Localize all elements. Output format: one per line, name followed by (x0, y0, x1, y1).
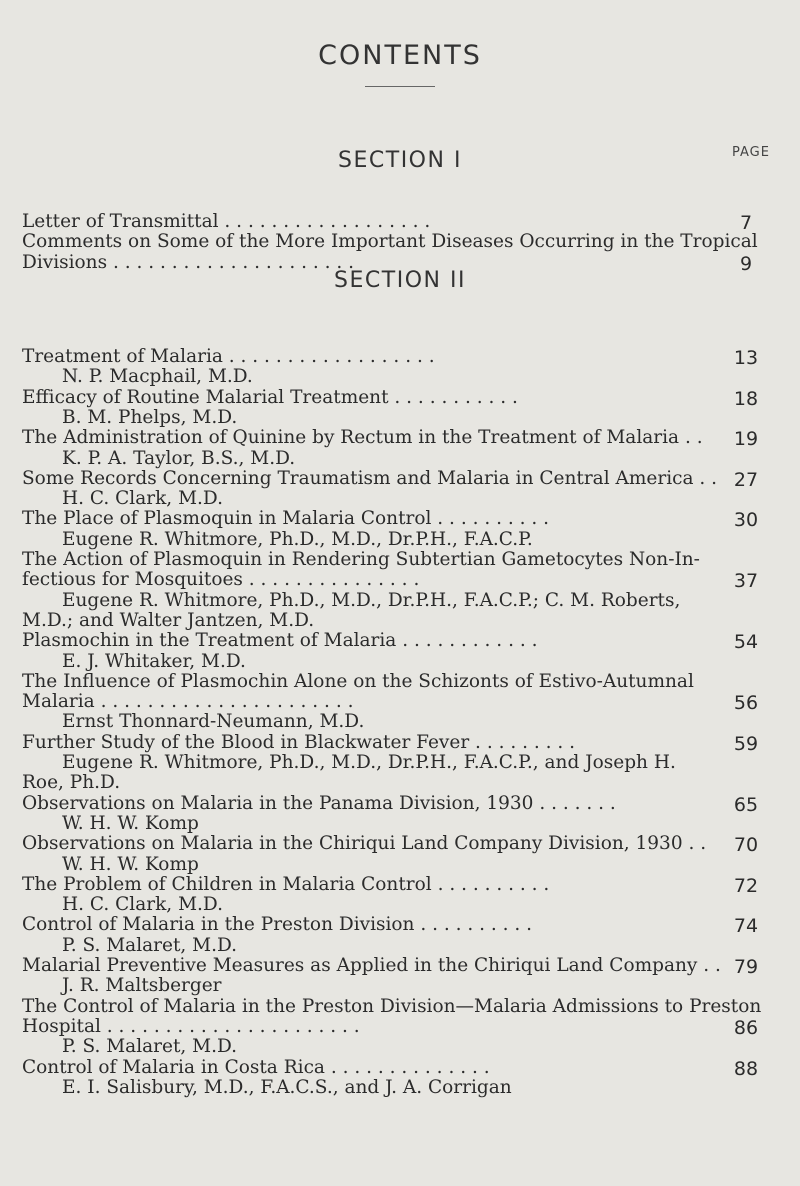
entry-author: W. H. W. Komp (62, 853, 199, 875)
entry-author: K. P. A. Taylor, B.S., M.D. (62, 447, 296, 469)
entry-page-number: 65 (733, 793, 759, 816)
entry-author: Eugene R. Whitmore, Ph.D., M.D., Dr.P.H., F.A.C.P., and Joseph H. (62, 752, 676, 773)
entry-title: Malarial Preventive Measures as Applied in the Chiriqui Land Company . . (22, 955, 721, 976)
entry-title: Observations on Malaria in the Panama Division, 1930 . . . . . . . (22, 792, 616, 814)
entry-page-number: 30 (733, 509, 759, 532)
entry-page-number: 86 (733, 1016, 759, 1039)
entry-title: The Problem of Children in Malaria Control . . . . . . . . . . (22, 873, 550, 895)
entry-author: Roe, Ph.D. (22, 772, 121, 794)
entry-author: P. S. Malaret, M.D. (62, 1036, 238, 1058)
entry-title: Malaria . . . . . . . . . . . . . . . . . . . . . . (22, 691, 354, 713)
entry-author: B. M. Phelps, M.D. (62, 406, 238, 428)
entry-author: E. J. Whitaker, M.D. (62, 650, 246, 672)
entry-page-number: 70 (733, 834, 759, 857)
section-heading: SECTION I (338, 148, 462, 173)
entry-author: P. S. Malaret, M.D. (62, 934, 238, 956)
entry-title: Divisions . . . . . . . . . . . . . . . . . . . . . (22, 251, 355, 273)
entry-page-number: 72 (733, 874, 759, 897)
entry-author: E. I. Salisbury, M.D., F.A.C.S., and J. A. Corrigan (62, 1076, 512, 1098)
entry-title: Treatment of Malaria . . . . . . . . . . . . . . . . . . (22, 346, 435, 367)
entry-page-number: 74 (733, 915, 759, 938)
entry-author: J. R. Maltsberger (62, 975, 222, 997)
entry-page-number: 37 (733, 570, 759, 593)
entry-page-number: 9 (739, 252, 753, 275)
entry-page-number: 27 (733, 468, 759, 491)
entry-page-number: 19 (733, 428, 759, 451)
entry-page-number: 56 (733, 692, 759, 715)
entry-title: Comments on Some of the More Important Diseases Occurring in the Tropical (22, 231, 758, 253)
section-heading: SECTION II (334, 268, 466, 293)
entry-title: Efficacy of Routine Malarial Treatment . . . . . . . . . . . (22, 386, 518, 408)
entry-title: Observations on Malaria in the Chiriqui Land Company Division, 1930 . . (22, 833, 707, 855)
entry-author: N. P. Macphail, M.D. (62, 366, 253, 388)
entry-author: W. H. W. Komp (62, 812, 199, 834)
page-title: CONTENTS (318, 40, 482, 71)
entry-page-number: 13 (733, 347, 759, 369)
title-divider (365, 86, 435, 87)
entry-page-number: 54 (733, 631, 759, 654)
entry-title: The Control of Malaria in the Preston Division—Malaria Admissions to Preston (22, 995, 762, 1017)
entry-title: The Influence of Plasmochin Alone on the Schizonts of Estivo-Autumnal (22, 670, 694, 692)
entry-author: H. C. Clark, M.D. (62, 894, 223, 916)
entry-page-number: 18 (733, 387, 759, 410)
entry-title: fectious for Mosquitoes . . . . . . . . . . . . . . . (22, 569, 420, 591)
entry-author: Ernst Thonnard-Neumann, M.D. (62, 711, 365, 733)
entry-page-number: 79 (733, 956, 759, 978)
entry-page-number: 88 (733, 1057, 759, 1080)
entry-page-number: 7 (739, 212, 753, 234)
entry-title: Some Records Concerning Traumatism and Malaria in Central America . . (22, 467, 718, 489)
entry-title: Control of Malaria in Costa Rica . . . . . . . . . . . . . . (22, 1056, 490, 1078)
entry-title: The Action of Plasmoquin in Rendering Subtertian Gametocytes Non-In- (22, 549, 700, 570)
entry-author: Eugene R. Whitmore, Ph.D., M.D., Dr.P.H., F.A.C.P.; C. M. Roberts, (62, 589, 681, 611)
entry-page-number: 59 (733, 732, 759, 755)
entry-title: The Administration of Quinine by Rectum in the Treatment of Malaria . . (22, 427, 703, 449)
entry-author: Eugene R. Whitmore, Ph.D., M.D., Dr.P.H., F.A.C.P. (62, 528, 533, 550)
page-column-label: PAGE (732, 145, 770, 160)
entry-title: The Place of Plasmoquin in Malaria Control . . . . . . . . . . (22, 508, 550, 530)
entry-title: Control of Malaria in the Preston Division . . . . . . . . . . (22, 914, 533, 936)
entry-title: Letter of Transmittal . . . . . . . . . . . . . . . . . . (22, 211, 431, 232)
entry-author: H. C. Clark, M.D. (62, 488, 223, 510)
entry-title: Further Study of the Blood in Blackwater Fever . . . . . . . . . (22, 731, 576, 753)
entry-title: Hospital . . . . . . . . . . . . . . . . . . . . . . (22, 1015, 360, 1037)
entry-title: Plasmochin in the Treatment of Malaria . . . . . . . . . . . . (22, 630, 538, 652)
entry-author: M.D.; and Walter Jantzen, M.D. (22, 609, 315, 631)
